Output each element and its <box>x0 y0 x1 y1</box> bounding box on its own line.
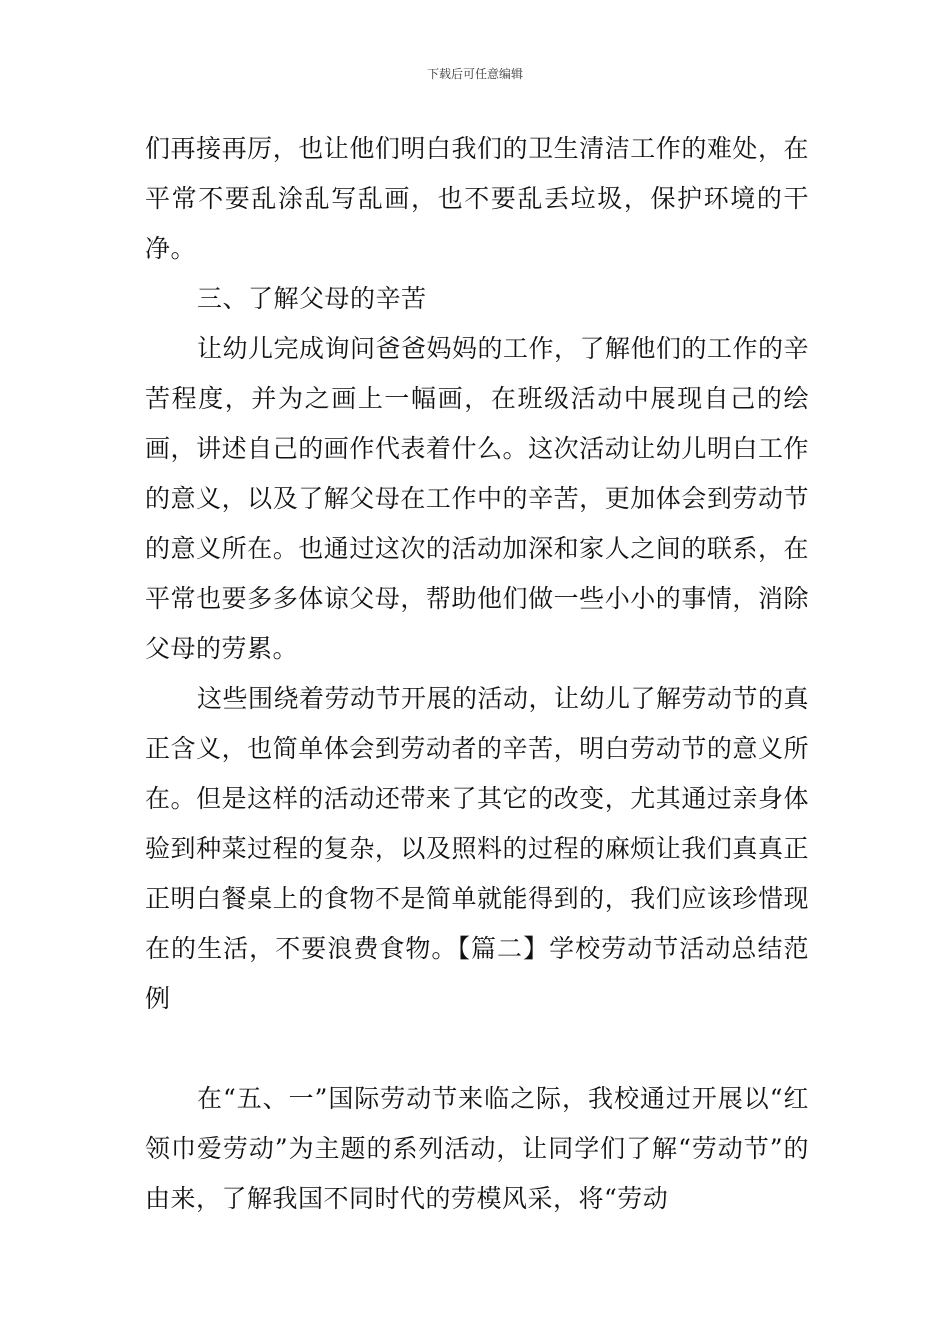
document-body <box>145 124 809 1224</box>
paragraph-may-day: 在“五、一”国际劳动节来临之际，我校通过开展以“红领巾爱劳动”为主题的系列活动，让同学们了解“劳动节”的由来，了解我国不同时代的劳模风采，将“劳动 <box>145 1084 809 1213</box>
blank-line <box>145 1024 809 1074</box>
paragraph-summary: 这些围绕着劳动节开展的活动，让幼儿了解劳动节的真正含义，也简单体会到劳动者的辛苦，明白劳动节的意义所在。但是这样的活动还带来了其它的改变，尤其通过亲身体验到种菜过程的复杂，以及照料的过程的麻烦让我们真真正正明白餐桌上的食物不是简单就能得到的，我们应该珍惜现在的生活，不要浪费食物。【篇二】学校劳动节活动总结范例 <box>145 684 810 1013</box>
paragraph-parents: 让幼儿完成询问爸爸妈妈的工作，了解他们的工作的辛苦程度，并为之画上一幅画，在班级活动中展现自己的绘画，讲述自己的画作代表着什么。这次活动让幼儿明白工作的意义，以及了解父母在工作中的辛苦，更加体会到劳动节的意义所在。也通过这次的活动加深和家人之间的联系，在平常也要多多体谅父母，帮助他们做一些小小的事情，消除父母的劳累。 <box>145 334 810 663</box>
section-heading: 三、了解父母的辛苦 <box>197 284 427 313</box>
page-header-note: 下载后可任意编辑 <box>426 67 523 81</box>
paragraph-continuation: 们再接再厉，也让他们明白我们的卫生清洁工作的难处，在平常不要乱涂乱写乱画，也不要乱丢垃圾，保护环境的干净。 <box>145 134 809 263</box>
